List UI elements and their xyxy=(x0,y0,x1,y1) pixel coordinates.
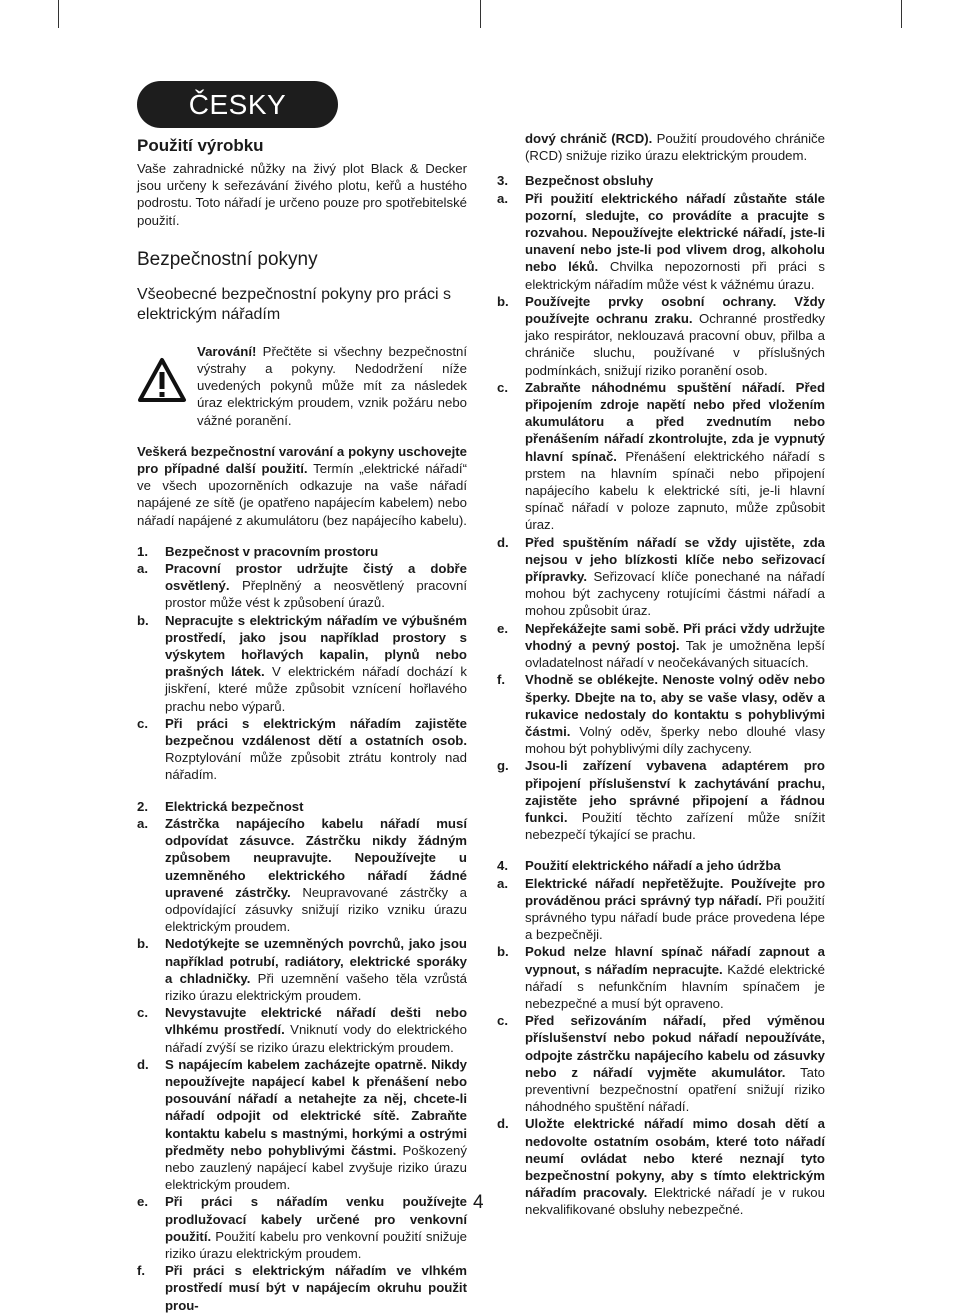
item-label: d. xyxy=(497,1116,509,1132)
list-item xyxy=(497,1012,825,1115)
item-label: c. xyxy=(137,1005,148,1021)
keep-body: Termín „elektrické nářadí“ ve všech upozorněních odkazuje na vaše nářadí napájené ze sítě (je opatřeno napájecím kabelem) nebo nářadí napájené z akumulátoru (bez napájecího kabelu). xyxy=(137,461,467,528)
item-label: f. xyxy=(497,672,506,688)
item-text: Uložte elektrické nářadí mimo dosah dětí a nedovolte ostatním osobám, které toto nářadí neumí ovládat nebo které neznají tyto bezpečnostní pokyny, aby s tímto elektrickým nářadím pracovaly. Elektrické nářadí je v rukou nekvalifikované obsluhy nebezpečné. xyxy=(525,1116,825,1218)
section-heading-2 xyxy=(137,798,467,815)
item-text: Používejte prvky osobní ochrany. Vždy používejte ochranu zraku. Ochranné prostředky jako respirátor, neklouzavá pracovní obuv, přilba a chrániče sluchu, používané v příslušných podmínkách, snižují riziko poranění osob. xyxy=(525,293,826,378)
list-item xyxy=(497,671,825,757)
list-item xyxy=(137,612,467,715)
intro-paragraph: Vaše zahradnické nůžky na živý plot Black & Decker jsou určeny k seřezávání živého plotu, keřů a hustého podrostu. Toto nářadí je určeno pouze pro spotřebitelské použití. xyxy=(137,161,467,228)
section-heading-4 xyxy=(497,857,825,874)
section-title: Bezpečnost v pracovním prostoru xyxy=(165,543,379,559)
item-text: Zabraňte náhodnému spuštění nářadí. Před připojením zdroje napětí nebo před vložením akumulátoru a před zvednutím nebo přenášením nářadí zkontrolujte, zda je vypnutý hlavní spínač. Přenášení elektrického nářadí s prstem na hlavním spínači nebo připojení napájecího kabelu k elektrické síti, je-li hlavní spínač nářadí v poloze zapnuto, může způsobit úraz. xyxy=(525,379,825,533)
item-label: b. xyxy=(497,944,509,960)
item-text: Vhodně se oblékejte. Nenoste volný oděv nebo šperky. Dbejte na to, aby se vaše vlasy, oděv a rukavice nedostaly do kontaktu s pohyblivými částmi. Volný oděv, šperky nebo dlouhé vlasy mohou být pohyblivými díly zachyceny. xyxy=(525,672,825,757)
crop-mark-center xyxy=(480,0,481,28)
item-label: g. xyxy=(497,758,509,774)
warning-triangle-icon xyxy=(137,343,197,429)
keep-bold: Veškerá bezpečnostní varování a pokyny uschovejte pro případné další použití. xyxy=(137,443,467,477)
list-item xyxy=(137,1193,467,1262)
list-item xyxy=(497,534,825,620)
item-label: c. xyxy=(497,1013,508,1029)
item-label: b. xyxy=(137,936,149,952)
item-label: a. xyxy=(497,875,508,891)
item-text: Pracovní prostor udržujte čistý a dobře osvětlený. Přeplněný a neosvětlený pracovní prostor může vést k způsobení úrazů. xyxy=(165,561,467,611)
item-label: e. xyxy=(137,1194,148,1210)
keep-instructions-paragraph xyxy=(137,443,467,529)
list-item xyxy=(137,1056,467,1194)
list-item xyxy=(497,620,825,672)
section-title: Použití elektrického nářadí a jeho údržba xyxy=(525,858,781,874)
section-number: 1. xyxy=(137,543,148,559)
general-safety-heading: Všeobecné bezpečnostní pokyny pro práci s elektrickým nářadím xyxy=(137,285,451,323)
crop-mark-right xyxy=(901,0,902,28)
list-item xyxy=(497,190,825,293)
list-item xyxy=(137,815,467,935)
list-item xyxy=(497,943,825,1012)
item-label: a. xyxy=(137,561,148,577)
item-label: e. xyxy=(497,620,508,636)
left-column xyxy=(137,130,467,1314)
list-item xyxy=(497,1115,825,1218)
item-text: Při práci s elektrickým nářadím zajistěte bezpečnou vzdálenost dětí a ostatních osob. Rozptylování může způsobit ztrátu kontroly nad nářadím. xyxy=(165,715,467,783)
list-item xyxy=(137,715,467,784)
item-label: a. xyxy=(497,190,508,206)
item-text: Pokud nelze hlavní spínač nářadí zapnout a vypnout, s nářadím nepracujte. Každé elektrické nářadí s nefunkčním hlavním spínačem je nebezpečné a musí být opraveno. xyxy=(525,944,825,1011)
section-heading-3 xyxy=(497,172,825,189)
item-text: Při použití elektrického nářadí zůstaňte stále pozorní, sledujte, co provádíte a pracujte s rozvahou. Nepoužívejte elektrické nářadí, jste-li unavení nebo jste-li pod vlivem drog, alkoholu nebo léků. Chvilka nepozornosti při práci s elektrickým nářadím může vést k vážnému úrazu. xyxy=(525,190,826,292)
warning-text xyxy=(197,343,467,429)
list-item xyxy=(497,379,825,534)
item-label: d. xyxy=(137,1056,149,1072)
item-label: b. xyxy=(137,612,149,628)
item-label: c. xyxy=(137,715,148,731)
page-number: 4 xyxy=(473,1192,484,1213)
item-text: Nevystavujte elektrické nářadí dešti nebo vlhkému prostředí. Vniknutí vody do elektrického nářadí zvýší se riziko úrazu elektrickým proudem. xyxy=(165,1005,467,1055)
section-title: Bezpečnost obsluhy xyxy=(525,173,654,189)
warning-body: Přečtěte si všechny bezpečnostní výstrahy a pokyny. Nedodržení níže uvedených pokynů může mít za následek úraz elektrickým proudem, vznik požáru nebo vážné poranění. xyxy=(197,343,467,428)
item-label: f. xyxy=(137,1263,146,1279)
list-item xyxy=(137,1262,467,1314)
warning-label: Varování! xyxy=(197,343,257,359)
section-heading-1 xyxy=(137,543,467,560)
item-label: a. xyxy=(137,815,148,831)
item-text: Při práci s nářadím venku používejte prodlužovací kabely určené pro venkovní použití. Použití kabelu pro venkovní použití snižuje riziko úrazu elektrickým proudem. xyxy=(165,1194,467,1261)
safety-heading: Bezpečnostní pokyny xyxy=(137,248,318,270)
item-label: d. xyxy=(497,534,509,550)
item-text: Zástrčka napájecího kabelu nářadí musí odpovídat zásuvce. Zástrčku nikdy žádným způsobem neupravujte. Nepoužívejte u uzemněného elektrického nářadí žádné upravené zástrčky. Neupravované zástrčky a odpovídající zásuvky snižují riziko vzniku úrazu elektrickým proudem. xyxy=(165,815,467,935)
item-text: Nepracujte s elektrickým nářadím ve výbušném prostředí, jako jsou například prostory s výskytem hořlavých kapalin, plynů nebo prašných látek. V elektrickém nářadí dochází k jiskření, které může způsobit vznícení hořlavého prachu nebo výparů. xyxy=(165,612,467,714)
item-text: Elektrické nářadí nepřetěžujte. Používejte pro prováděnou práci správný typ nářadí. Při použití správného typu nářadí bude práce provedena lépe a bezpečněji. xyxy=(525,875,825,943)
right-column xyxy=(497,130,825,1219)
section-number: 2. xyxy=(137,798,148,814)
item-text: dový chránič (RCD). Použití proudového chrániče (RCD) snižuje riziko úrazu elektrickým proudem. xyxy=(525,131,825,164)
list-item xyxy=(497,875,825,944)
language-badge: ČESKY xyxy=(137,81,338,128)
item-text: Před seřizováním nářadí, před výměnou příslušenství nebo pokud nářadí nepoužíváte, odpojte zástrčku napájecího kabelu od zásuvky nebo z nářadí vyjměte akumulátor. Tato preventivní bezpečnostní opatření snižují riziko náhodného spuštění nářadí. xyxy=(525,1013,825,1115)
list-item xyxy=(137,560,467,612)
item-text: S napájecím kabelem zacházejte opatrně. Nikdy nepoužívejte napájecí kabel k přenášení nebo posouvání nářadí a netahejte za něj, chcete-li nářadí odpojit od elektrické sítě. Zabraňte kontaktu kabelu s mastnými, horkými a ostrými předměty nebo pohyblivými částmi. Poškozený nebo zauzlený napájecí kabel zvyšuje riziko úrazu elektrickým proudem. xyxy=(165,1056,467,1193)
item-text: Jsou-li zařízení vybavena adaptérem pro připojení příslušenství k zachytávání prachu, zajistěte jeho správné připojení a řádnou funkci. Použití těchto zařízení může snížit nebezpečí týkající se prachu. xyxy=(525,758,825,843)
section-title-usage: Použití výrobku xyxy=(137,136,264,155)
item-text: Nedotýkejte se uzemněných povrchů, jako jsou například potrubí, radiátory, elektrické sporáky a chladničky. Při uzemnění vašeho těla vzrůstá riziko úrazu elektrickým proudem. xyxy=(165,936,467,1003)
section-title: Elektrická bezpečnost xyxy=(165,798,304,814)
section-number: 4. xyxy=(497,858,508,874)
list-item xyxy=(137,1004,467,1056)
section-number: 3. xyxy=(497,173,508,189)
item-label: c. xyxy=(497,379,508,395)
continued-item xyxy=(497,130,825,164)
item-text: Při práci s elektrickým nářadím ve vlhkém prostředí musí být v napájecím okruhu použit prou- xyxy=(165,1263,467,1313)
warning-block xyxy=(137,343,467,429)
crop-mark-left xyxy=(58,0,59,28)
item-label: b. xyxy=(497,293,509,309)
list-item xyxy=(497,293,825,379)
item-text: Nepřekážejte sami sobě. Při práci vždy udržujte vhodný a pevný postoj. Tak je umožněna lepší ovladatelnost nářadí v neočekávaných situacích. xyxy=(525,620,825,671)
list-item xyxy=(497,757,825,843)
list-item xyxy=(137,935,467,1004)
item-text: Před spuštěním nářadí se vždy ujistěte, zda nejsou v jeho blízkosti klíče nebo seřizovací přípravky. Seřizovací klíče ponechané na nářadí mohou být zachyceny rotujícími částmi nářadí a mohou způsobit úraz. xyxy=(525,534,825,619)
